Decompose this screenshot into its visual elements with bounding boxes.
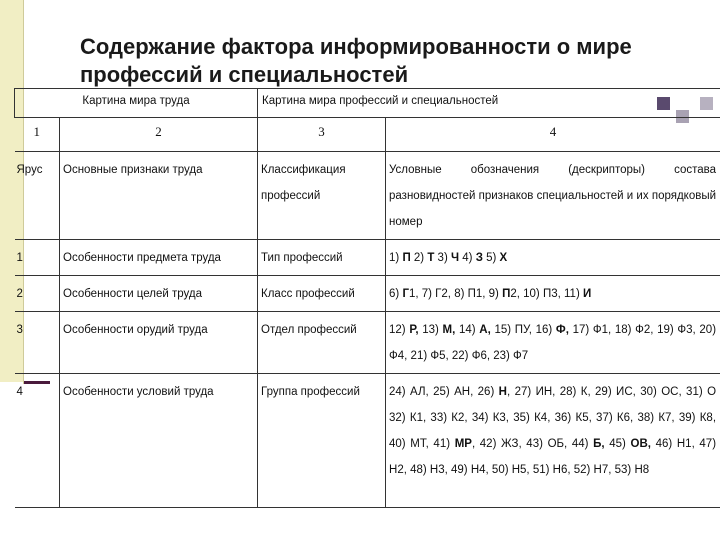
codes-cell xyxy=(386,312,720,374)
classification-cell: Тип профессий xyxy=(258,240,386,276)
column-number: 2 xyxy=(60,118,258,152)
descriptor-text: 17) Ф1, 18) Ф2, 19) Ф3, 20) Ф4, 21) Ф5, 22) Ф6, 23) Ф7 xyxy=(389,324,717,362)
descriptor-text: 2) xyxy=(410,252,428,264)
descriptor-code-bold: Х xyxy=(499,252,508,264)
tier-cell: 2 xyxy=(15,276,60,312)
descriptor-text: 45) xyxy=(604,438,631,450)
descriptor-text: 3) xyxy=(434,252,451,264)
descriptor-text: 12) xyxy=(389,324,410,336)
descriptor-text: 1, 7) Г2, 8) П1, 9) xyxy=(408,288,503,300)
descriptor-text: , 42) ЖЗ, 43) ОБ, 44) xyxy=(471,438,594,450)
codes-cell xyxy=(386,374,720,508)
column-number: 1 xyxy=(15,118,60,152)
descriptor-text: 6) xyxy=(389,288,403,300)
group-header-row xyxy=(15,89,720,118)
descriptor-text: 14) xyxy=(455,324,480,336)
table-row xyxy=(15,312,720,374)
descriptor-code-bold: П xyxy=(402,252,411,264)
descriptor-code-bold: Т xyxy=(427,252,435,264)
codes-cell xyxy=(386,276,720,312)
header-main-features: Основные признаки труда xyxy=(60,152,258,240)
descriptor-code-bold: Б, xyxy=(593,438,605,450)
group-header-professions-picture: Картина мира профессий и специальностей xyxy=(258,89,720,118)
table-row xyxy=(15,276,720,312)
group-header-work-picture: Картина мира труда xyxy=(15,89,258,118)
column-header-row xyxy=(15,152,720,240)
descriptor-text: 4) xyxy=(459,252,476,264)
descriptor-code-bold: Ф, xyxy=(555,324,569,336)
descriptor-code-bold: Г xyxy=(402,288,409,300)
descriptor-code-bold: М, xyxy=(442,324,456,336)
descriptor-text: 13) xyxy=(418,324,443,336)
descriptor-code-bold: А, xyxy=(479,324,491,336)
feature-cell: Особенности предмета труда xyxy=(60,240,258,276)
feature-cell: Особенности условий труда xyxy=(60,374,258,508)
descriptor-text: 2, 10) П3, 11) xyxy=(510,288,583,300)
descriptor-text: 24) АЛ, 25) АН, 26) xyxy=(389,386,499,398)
descriptor-code-bold: МР xyxy=(454,438,472,450)
descriptor-text: 46) Н1, 47) Н2, 48) Н3, 49) Н4, 50) Н5, 51) Н6, 52) Н7, 53) Н8 xyxy=(389,438,717,476)
tier-cell: 3 xyxy=(15,312,60,374)
content-table-wrapper xyxy=(14,88,720,508)
column-number: 3 xyxy=(258,118,386,152)
descriptor-code-bold: Р, xyxy=(409,324,419,336)
feature-cell: Особенности орудий труда xyxy=(60,312,258,374)
descriptor-text: 1) xyxy=(389,252,403,264)
descriptor-code-bold: П xyxy=(502,288,511,300)
descriptor-code-bold: Ч xyxy=(450,252,460,264)
tier-cell: 1 xyxy=(15,240,60,276)
table-row xyxy=(15,240,720,276)
descriptor-code-bold: ОВ, xyxy=(630,438,651,450)
codes-cell xyxy=(386,240,720,276)
classification-cell: Класс профессий xyxy=(258,276,386,312)
header-classification: Классификация профессий xyxy=(258,152,386,240)
column-number: 4 xyxy=(386,118,720,152)
descriptor-text: 15) ПУ, 16) xyxy=(490,324,556,336)
slide-title: Содержание фактора информированности о мире профессий и специальностей xyxy=(80,34,632,87)
descriptor-code-bold: И xyxy=(582,288,592,300)
feature-cell: Особенности целей труда xyxy=(60,276,258,312)
factor-table xyxy=(14,88,720,508)
tier-cell: 4 xyxy=(15,374,60,508)
descriptor-code-bold: Н xyxy=(498,386,507,398)
header-tier: Ярус xyxy=(15,152,60,240)
column-number-row xyxy=(15,118,720,152)
descriptor-code-bold: З xyxy=(475,252,483,264)
descriptor-text: 5) xyxy=(482,252,500,264)
descriptor-text: , 27) ИН, 28) К, 29) ИС, 30) ОС, 31) О 32) К1, 33) К2, 34) К3, 35) К4, 36) К5, 37) К6, 38) К7, 39) К8, 40) МТ, 41) xyxy=(389,386,717,450)
classification-cell: Группа профессий xyxy=(258,374,386,508)
header-descriptors: Условные обозначения (дескрипторы) состава разновидностей признаков специальностей и их порядковый номер xyxy=(386,152,720,240)
classification-cell: Отдел профессий xyxy=(258,312,386,374)
table-row xyxy=(15,374,720,508)
